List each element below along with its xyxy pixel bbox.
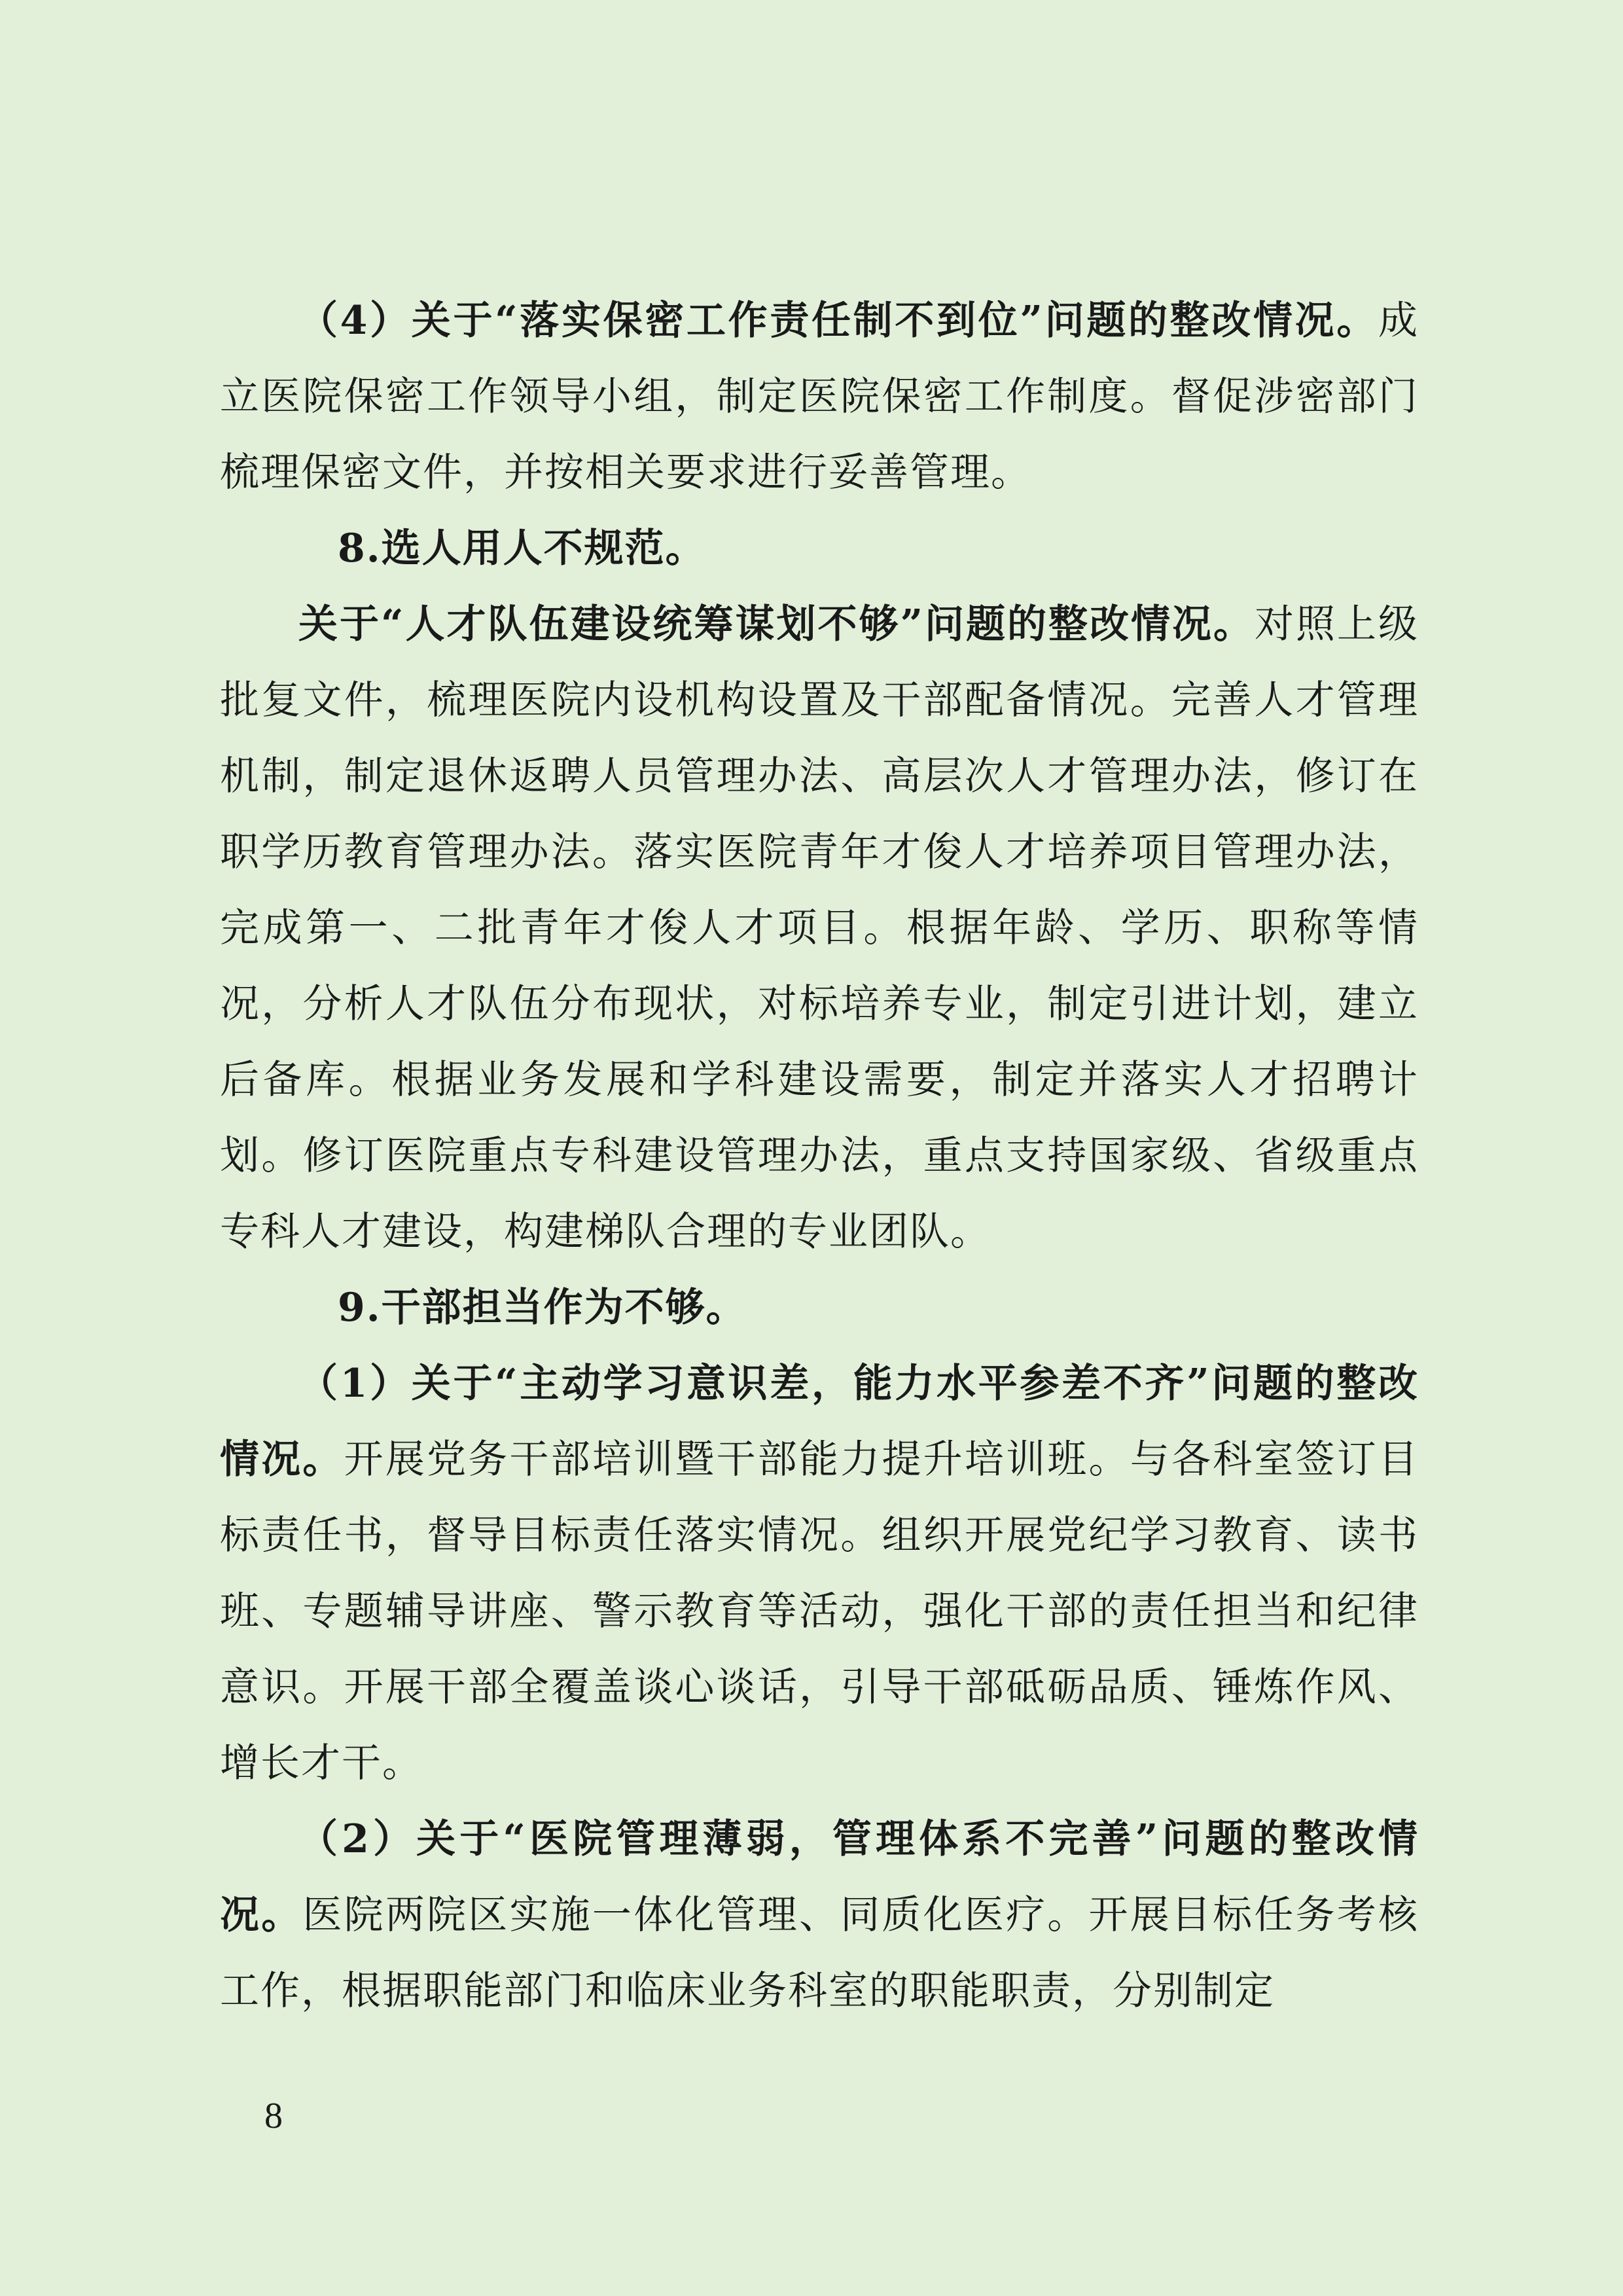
paragraph-body-text: 成立医院保密工作领导小组，制定医院保密工作制度。督促涉密部门梳理保密文件，并按相关要求进行妥善管理。 <box>220 298 1419 495</box>
paragraph-lead-bold: 关于“人才队伍建设统筹谋划不够”问题的整改情况。 <box>298 601 1255 647</box>
section-heading-8 <box>220 511 1419 586</box>
paragraph-confidentiality <box>220 283 1419 511</box>
paragraph-hospital-management <box>220 1801 1419 2029</box>
page-number: 8 <box>264 2096 283 2136</box>
paragraph-learning-awareness <box>220 1346 1419 1801</box>
paragraph-body-text: 开展党务干部培训暨干部能力提升培训班。与各科室签订目标责任书，督导目标责任落实情况。组织开展党纪学习教育、读书班、专题辅导讲座、警示教育等活动，强化干部的责任担当和纪律意识。开展干部全覆盖谈心谈话，引导干部砥砺品质、锤炼作风、增长才干。 <box>220 1437 1419 1786</box>
paragraph-lead-bold: （4）关于“落实保密工作责任制不到位”问题的整改情况。 <box>298 298 1378 344</box>
paragraph-lead-bold: （1）关于“主动学习意识差，能力水平参差不齐”问题的整改情况。 <box>220 1361 1419 1482</box>
paragraph-lead-bold: （2）关于“医院管理薄弱，管理体系不完善”问题的整改情况。 <box>220 1816 1419 1938</box>
section-heading-9 <box>220 1270 1419 1346</box>
section-heading-text: 9.干部担当作为不够。 <box>338 1285 747 1331</box>
paragraph-body-text: 对照上级批复文件，梳理医院内设机构设置及干部配备情况。完善人才管理机制，制定退休返聘人员管理办法、高层次人才管理办法，修订在职学历教育管理办法。落实医院青年才俊人才培养项目管理办法，完成第一、二批青年才俊人才项目。根据年龄、学历、职称等情况，分析人才队伍分布现状，对标培养专业，制定引进计划，建立后备库。根据业务发展和学科建设需要，制定并落实人才招聘计划。修订医院重点专科建设管理办法，重点支持国家级、省级重点专科人才建设，构建梯队合理的专业团队。 <box>220 601 1419 1255</box>
document-body <box>220 283 1419 2029</box>
section-heading-text: 8.选人用人不规范。 <box>338 526 706 571</box>
paragraph-talent-team <box>220 586 1419 1270</box>
paragraph-body-text: 医院两院区实施一体化管理、同质化医疗。开展目标任务考核工作，根据职能部门和临床业务科室的职能职责，分别制定 <box>220 1892 1419 2014</box>
